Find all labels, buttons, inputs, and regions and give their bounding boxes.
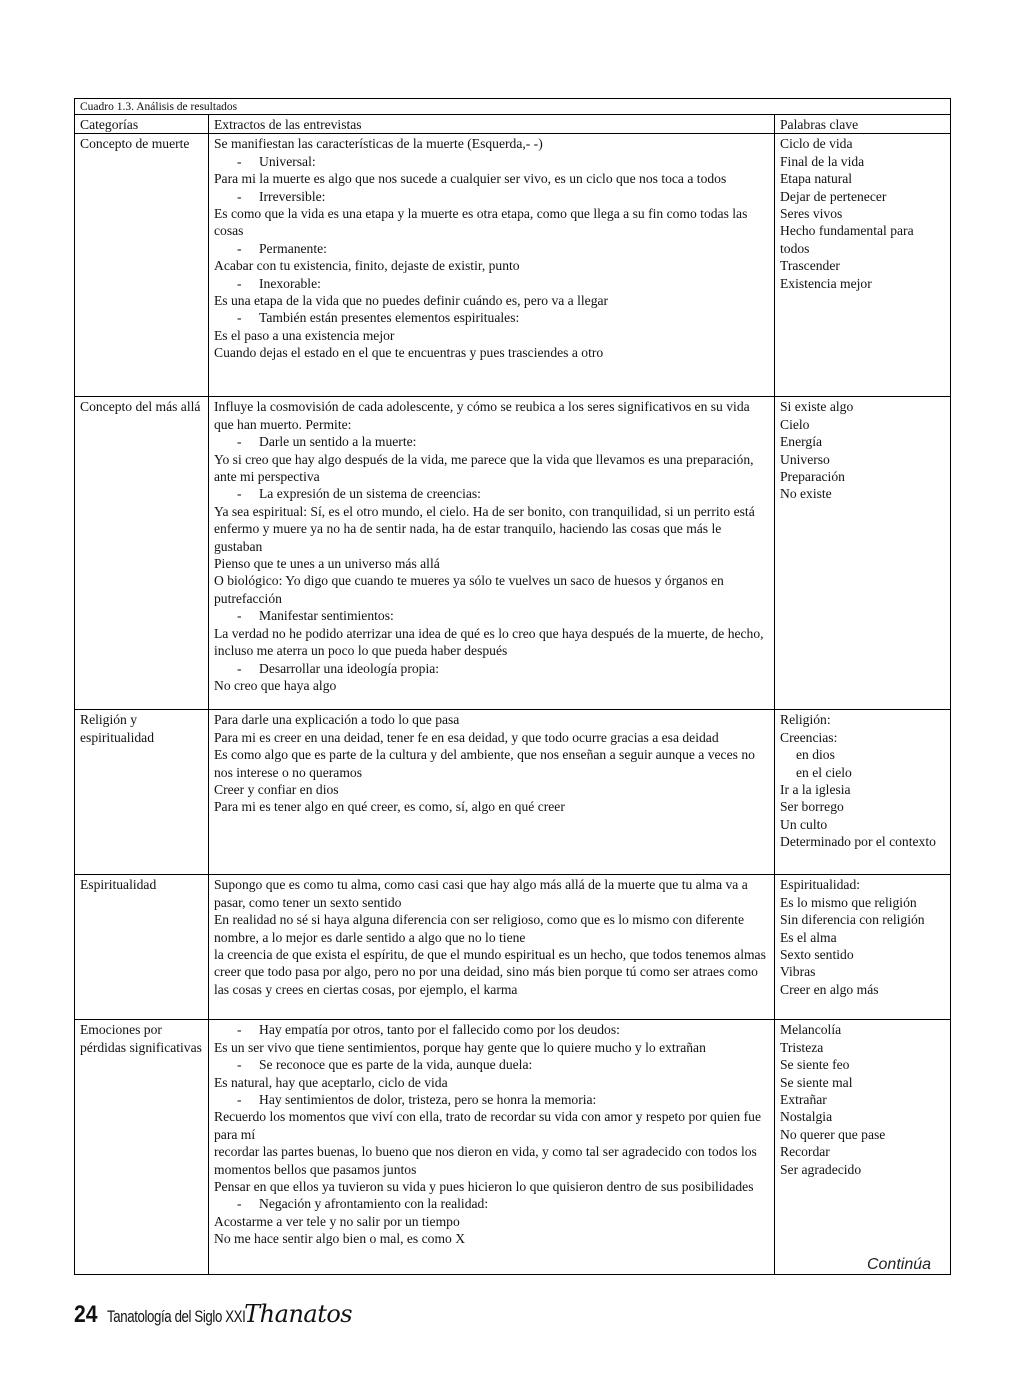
extract-line: Es una etapa de la vida que no puedes definir cuándo es, pero va a llegar (214, 293, 609, 309)
results-table (74, 98, 951, 1275)
keyword-item: Ser borrego (780, 799, 844, 815)
extract-line: Es un ser vivo que tiene sentimientos, porque hay gente que lo quiere mucho y lo extrañan (214, 1039, 706, 1055)
bullet-dash-icon: - (237, 310, 242, 326)
table-caption-row (75, 99, 951, 115)
keywords-cell (775, 397, 951, 710)
keyword-item: Vibras (780, 964, 816, 980)
keyword-item: en dios (796, 747, 835, 763)
keyword-item: Ser agradecido (780, 1161, 862, 1177)
category-cell: Concepto del más allá (75, 397, 209, 710)
extract-line (214, 1195, 769, 1212)
keyword-item: Universo (780, 451, 830, 467)
keyword-item: Hecho fundamental para todos (780, 223, 914, 256)
keyword-item: Sin diferencia con religión (780, 912, 925, 928)
extract-line: Acabar con tu existencia, finito, dejaste de existir, punto (214, 258, 520, 274)
keyword-item: Existencia mejor (780, 275, 872, 291)
extract-line: Es el paso a una existencia mejor (214, 327, 395, 343)
extract-line: la creencia de que exista el espíritu, de que el mundo espiritual es un hecho, que todos tenemos almas (214, 947, 766, 963)
extract-line (214, 240, 769, 257)
extract-line: Es como algo que es parte de la cultura y del ambiente, que nos enseñan a seguir aunque a veces no nos interese o no queramos (214, 747, 755, 780)
category-cell: Emociones por pérdidas significativas (75, 1020, 209, 1275)
table-header-row (75, 115, 951, 134)
bullet-dash-icon: - (237, 1196, 242, 1212)
bullet-text: Se reconoce que es parte de la vida, aunque duela: (259, 1057, 533, 1073)
extract-line (214, 153, 769, 170)
extract-line: Yo si creo que hay algo después de la vida, me parece que la vida que llevamos es una preparación, ante mi perspectiva (214, 451, 754, 485)
keyword-item: Tristeza (780, 1039, 824, 1055)
keywords-cell (775, 134, 951, 397)
extract-line: Es como que la vida es una etapa y la muerte es otra etapa, como que llega a su fin como todas las cosas (214, 206, 748, 239)
keyword-item: No existe (780, 486, 832, 502)
keyword-item: Extrañar (780, 1092, 827, 1108)
bullet-text: Permanente: (259, 240, 327, 256)
keyword-item: Espiritualidad: (780, 877, 861, 893)
extract-line: Pienso que te unes a un universo más allá (214, 556, 440, 572)
bullet-dash-icon: - (237, 660, 242, 676)
table-caption: Cuadro 1.3. Análisis de resultados (75, 99, 951, 115)
keyword-item: Final de la vida (780, 153, 865, 169)
extract-line: recordar las partes buenas, lo bueno que nos dieron en vida, y como tal ser agradecido con todos los momentos bellos que pasamos juntos (214, 1144, 757, 1177)
extract-line: Ya sea espiritual: Sí, es el otro mundo, el cielo. Ha de ser bonito, con tranquilidad, si un perrito está enfermo y muere ya no ha de sentir nada, ha de estar tranquilo, haciendo las cosas que más le gustaban (214, 503, 755, 554)
bullet-text: Desarrollar una ideología propia: (259, 660, 440, 676)
bullet-dash-icon: - (237, 153, 242, 169)
keyword-item: Energía (780, 434, 823, 450)
extract-line: Es natural, hay que aceptarlo, ciclo de vida (214, 1074, 448, 1090)
category-cell: Religión y espiritualidad (75, 710, 209, 875)
extract-line: Para darle una explicación a todo lo que pasa (214, 712, 460, 728)
header-palabras-clave: Palabras clave (775, 115, 951, 134)
extract-line (214, 433, 769, 450)
bullet-dash-icon: - (237, 608, 242, 624)
extract-line: La verdad no he podido aterrizar una idea de qué es lo creo que haya después de la muerte, de hecho, incluso me aterra un poco lo que pueda haber después (214, 625, 764, 659)
keyword-item: Preparación (780, 469, 845, 485)
extract-line: Recuerdo los momentos que viví con ella, trato de recordar su vida con amor y respeto por quien fue para mí (214, 1109, 761, 1142)
bullet-dash-icon: - (237, 1092, 242, 1108)
keyword-item: Se siente feo (780, 1057, 850, 1073)
keywords-cell (775, 875, 951, 1020)
bullet-text: También están presentes elementos espirituales: (259, 310, 520, 326)
extracts-cell (209, 134, 775, 397)
keyword-item: Creer en algo más (780, 981, 879, 997)
extract-line (214, 1056, 769, 1073)
bullet-text: La expresión de un sistema de creencias: (259, 486, 481, 502)
category-cell: Concepto de muerte (75, 134, 209, 397)
header-categorias: Categorías (75, 115, 209, 134)
category-cell: Espiritualidad (75, 875, 209, 1020)
keyword-item: Determinado por el contexto (780, 834, 936, 850)
extracts-cell (209, 875, 775, 1020)
extract-line: Para mi es creer en una deidad, tener fe en esa deidad, y que todo ocurre gracias a esa deidad (214, 729, 719, 745)
extract-line: O biológico: Yo digo que cuando te mueres ya sólo te vuelves un saco de huesos y órganos en putrefacción (214, 573, 724, 606)
keyword-item: Cielo (780, 416, 810, 432)
extracts-cell (209, 1020, 775, 1275)
bullet-text: Irreversible: (259, 188, 326, 204)
header-extractos: Extractos de las entrevistas (209, 115, 775, 134)
keyword-item: Ir a la iglesia (780, 782, 851, 798)
extract-line: Para mi la muerte es algo que nos sucede a cualquier ser vivo, es un ciclo que nos toca a todos (214, 171, 727, 187)
extract-line: Influye la cosmovisión de cada adolescente, y cómo se reubica a los seres significativos en su vida que han muerto. Permite: (214, 399, 750, 432)
extract-line (214, 1021, 769, 1038)
page-number: 24 (74, 1301, 98, 1328)
extract-line (214, 485, 769, 502)
page-content (74, 98, 950, 1275)
keyword-item: Trascender (780, 258, 840, 274)
page-footer (74, 1300, 352, 1336)
bullet-text: Negación y afrontamiento con la realidad: (259, 1196, 489, 1212)
extract-line: No me hace sentir algo bien o mal, es como X (214, 1231, 466, 1247)
extract-line: Pensar en que ellos ya tuvieron su vida y pues hicieron lo que quisieron dentro de sus posibilidades (214, 1179, 754, 1195)
bullet-dash-icon: - (237, 1022, 242, 1038)
keyword-item: Nostalgia (780, 1109, 833, 1125)
keyword-item: Seres vivos (780, 206, 843, 222)
bullet-dash-icon: - (237, 1057, 242, 1073)
extract-line (214, 607, 769, 624)
extracts-cell (209, 710, 775, 875)
keywords-cell (775, 1020, 951, 1275)
table-row (75, 875, 951, 1020)
extract-line: Acostarme a ver tele y no salir por un tiempo (214, 1213, 460, 1229)
keyword-item: Es el alma (780, 929, 837, 945)
keyword-item: No querer que pase (780, 1126, 886, 1142)
extract-line (214, 660, 769, 677)
continued-label: Continúa (866, 1256, 932, 1273)
keyword-item: Recordar (780, 1144, 830, 1160)
extract-line: En realidad no sé si haya alguna diferencia con ser religioso, como que es lo mismo con diferente nombre, a lo mejor es darle sentido a algo que no lo tiene (214, 912, 744, 945)
bullet-text: Inexorable: (259, 275, 321, 291)
extract-line (214, 188, 769, 205)
keyword-item: en el cielo (796, 764, 852, 780)
extracts-cell (209, 397, 775, 710)
extract-line: Cuando dejas el estado en el que te encuentras y pues trasciendes a otro (214, 345, 604, 361)
bullet-dash-icon: - (237, 275, 242, 291)
thanatos-logo: Thanatos (244, 1300, 353, 1328)
keyword-item: Melancolía (780, 1022, 842, 1038)
table-row (75, 710, 951, 875)
keyword-item: Si existe algo (780, 399, 854, 415)
extract-line (214, 1091, 769, 1108)
keyword-item: Es lo mismo que religión (780, 894, 917, 910)
keyword-item: Dejar de pertenecer (780, 188, 887, 204)
keyword-item: Un culto (780, 816, 828, 832)
journal-name: Tanatología del Siglo XXI (106, 1307, 246, 1326)
extract-line (214, 309, 769, 326)
bullet-text: Manifestar sentimientos: (259, 608, 394, 624)
extract-line: No creo que haya algo (214, 677, 337, 693)
table-row (75, 397, 951, 710)
bullet-text: Hay empatía por otros, tanto por el fallecido como por los deudos: (259, 1022, 620, 1038)
keyword-item: Religión: (780, 712, 831, 728)
keyword-item: Sexto sentido (780, 947, 854, 963)
extract-line: Para mi es tener algo en qué creer, es como, sí, algo en qué creer (214, 799, 565, 815)
extract-line: Se manifiestan las características de la muerte (Esquerda,- -) (214, 136, 543, 152)
bullet-text: Darle un sentido a la muerte: (259, 434, 417, 450)
extract-line: Supongo que es como tu alma, como casi casi que hay algo más allá de la muerte que tu alma va a pasar, como tener un sexto sentido (214, 877, 748, 910)
extract-line (214, 275, 769, 292)
extract-line: creer que todo pasa por algo, pero no por una deidad, sino más bien porque tú como ser atraes como las cosas y crees en ciertas cosas, por ejemplo, el karma (214, 964, 758, 997)
table-row (75, 1020, 951, 1275)
bullet-dash-icon: - (237, 434, 242, 450)
bullet-dash-icon: - (237, 240, 242, 256)
bullet-dash-icon: - (237, 486, 242, 502)
keyword-item: Etapa natural (780, 171, 853, 187)
bullet-text: Hay sentimientos de dolor, tristeza, pero se honra la memoria: (259, 1092, 597, 1108)
keyword-item: Ciclo de vida (780, 136, 853, 152)
bullet-dash-icon: - (237, 188, 242, 204)
keywords-cell (775, 710, 951, 875)
extract-line: Creer y confiar en dios (214, 782, 339, 798)
table-row (75, 134, 951, 397)
keyword-item: Creencias: (780, 729, 838, 745)
bullet-text: Universal: (259, 153, 316, 169)
keyword-item: Se siente mal (780, 1074, 853, 1090)
